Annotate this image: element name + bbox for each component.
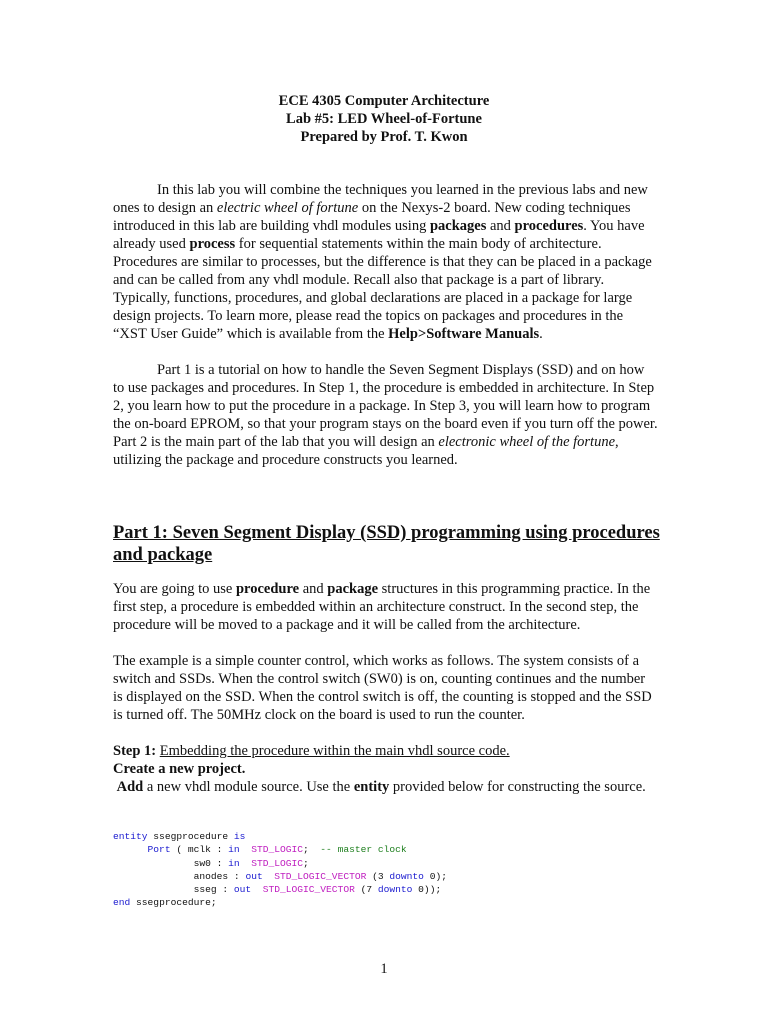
- create-project-line: Create a new project.: [113, 761, 246, 777]
- part1-intro-paragraph: You are going to use procedure and package structures in this programming practice. In the first step, a procedure is embedded within an architecture construct. In the second step, the procedure will be moved to a package and it will be called from the architecture.: [113, 581, 651, 633]
- step1-heading: Step 1: Embedding the procedure within the main vhdl source code.: [113, 743, 510, 759]
- lab-title: Lab #5: LED Wheel-of-Fortune: [286, 111, 482, 127]
- help-menu-reference: Help>Software Manuals: [388, 326, 540, 342]
- page-number: 1: [380, 961, 388, 977]
- counter-description-paragraph: The example is a simple counter control, which works as follows. The system consists of a switch and SSDs. When the control switch (SW0) is on, counting continues and the number is displayed on the SSD. When the control switch is off, the counting is stopped and the SSD is turned off. The 50MHz clock on the board is used to run the counter.: [113, 653, 652, 723]
- section-heading: Part 1: Seven Segment Display (SSD) programming using procedures and package: [113, 523, 660, 565]
- add-source-line: Add a new vhdl module source. Use the entity provided below for constructing the source.: [116, 779, 646, 795]
- step1-instructions: [113, 742, 658, 796]
- overview-paragraph: Part 1 is a tutorial on how to handle the Seven Segment Displays (SSD) and on how to use packages and procedures. In Step 1, the procedure is embedded in architecture. In Step 2, you learn how to put the procedure in a package. In Step 3, you will learn how to program the on-board EPROM, so that your program stays on the board even if you turn off the power. Part 2 is the main part of the lab that you will design an electronic wheel of the fortune, utilizing the package and procedure constructs you learned.: [113, 362, 658, 468]
- author-line: Prepared by Prof. T. Kwon: [300, 129, 468, 145]
- course-title: ECE 4305 Computer Architecture: [278, 93, 490, 109]
- vhdl-code-block: entity ssegprocedure is Port ( mclk : in STD_LOGIC; -- master clock sw0 : in STD_LOGIC; anodes : out STD_LOGIC_VECTOR (3 downto 0); sseg : out STD_LOGIC_VECTOR (7 downto 0)); end ssegprocedure;: [113, 831, 447, 909]
- document-header: [0, 92, 768, 146]
- intro-paragraph: In this lab you will combine the techniques you learned in the previous labs and new ones to design an electric wheel of fortune on the Nexys-2 board. New coding techniques introduced in this lab are building vhdl modules using packages and procedures. You have already used process for sequential statements within the main body of architecture. Procedures are similar to processes, but the difference is that they can be placed in a package and can be called from any vhdl module. Recall also that package is a part of library. Typically, functions, procedures, and global declarations are placed in a package for large design projects. To learn more, please read the topics on packages and procedures in the “XST User Guide” which is available from the Help>Software Manuals.: [113, 182, 652, 342]
